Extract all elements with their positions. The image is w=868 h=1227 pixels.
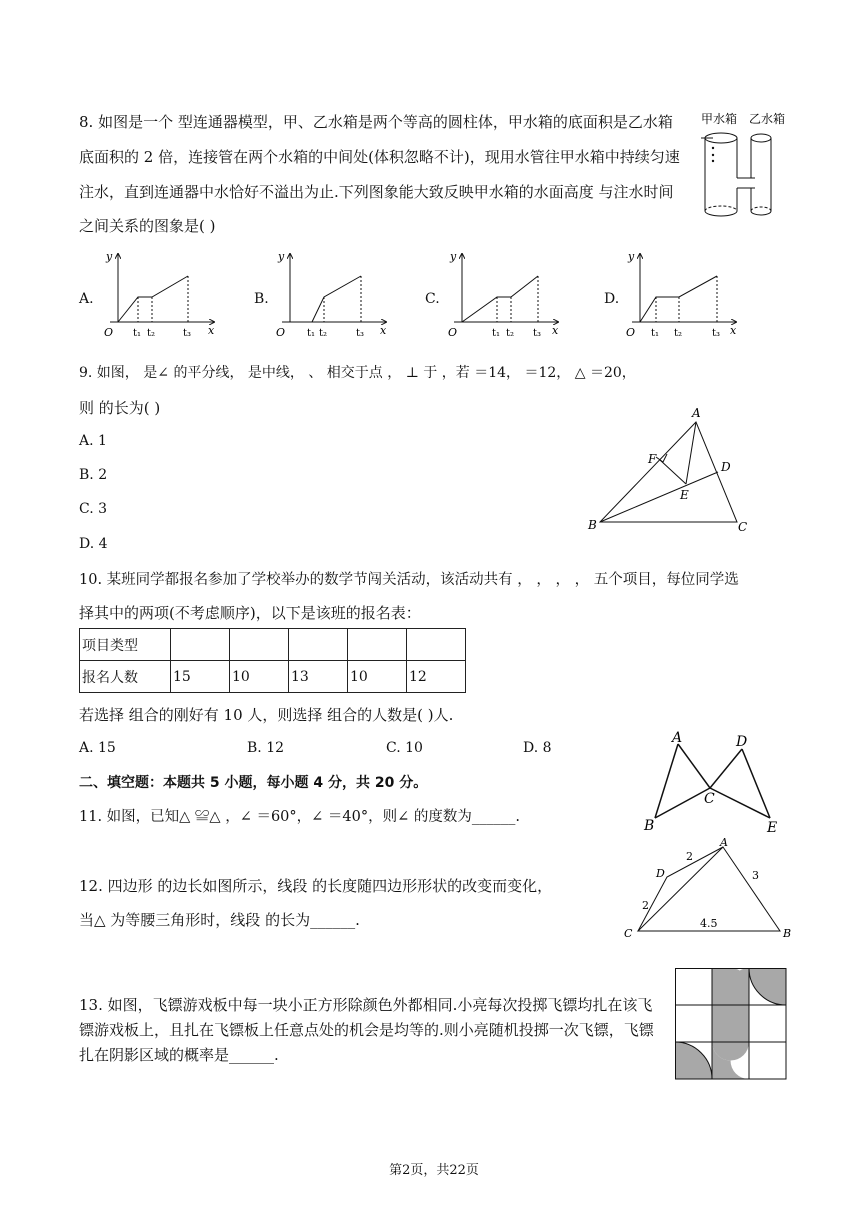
q10-option-a: A. 15 [79, 740, 116, 756]
q8-graph-c [440, 248, 570, 343]
table-cell: 15 [171, 661, 230, 693]
svg-text:t₃: t₃ [183, 328, 192, 339]
q8-graph-b [268, 248, 398, 343]
svg-text:y: y [450, 250, 457, 263]
q8-option-a: A. [79, 291, 94, 307]
svg-text:B: B [644, 818, 655, 834]
q8-option-c: C. [425, 291, 440, 307]
q8-line-4: 之间关系的图象是( ) [79, 217, 216, 235]
q12-figure [620, 835, 800, 943]
table-head-count: 报名人数 [80, 661, 171, 693]
svg-text:E: E [767, 820, 778, 836]
svg-text:B: B [783, 927, 792, 940]
svg-text:t₃: t₃ [712, 328, 721, 339]
table-cell: 10 [348, 661, 407, 693]
section-heading-fill-in: 二、填空题：本题共 5 小题，每小题 4 分，共 20 分。 [79, 775, 428, 791]
q9-option-c: C. 3 [79, 501, 108, 517]
svg-text:B: B [588, 518, 597, 532]
svg-text:C: C [624, 927, 633, 940]
svg-text:A: A [672, 730, 683, 746]
q13-line-2: 镖游戏板上，且扎在飞镖板上任意点处的机会是均等的.则小亮随机投掷一次飞镖，飞镖 [79, 1021, 654, 1039]
table-cell: 12 [407, 661, 466, 693]
svg-text:D: D [656, 867, 665, 880]
table-cell: 13 [289, 661, 348, 693]
svg-text:A: A [720, 836, 728, 849]
svg-text:t₃: t₃ [533, 328, 542, 339]
svg-text:t₁: t₁ [651, 328, 660, 339]
q9-triangle-figure [582, 400, 762, 540]
q8-option-d: D. [604, 291, 620, 307]
q10-line-1: 10. 某班同学都报名参加了学校举办的数学节闯关活动，该活动共有 ， ， ， ， 五个项目，每位同学选 [79, 572, 739, 588]
svg-text:E: E [680, 488, 689, 502]
svg-text:C: C [738, 520, 748, 534]
svg-text:t₁: t₁ [133, 328, 142, 339]
svg-text:3: 3 [752, 869, 759, 882]
tank-label-yi: 乙水箱 [749, 112, 786, 126]
svg-text:t₂: t₂ [674, 328, 683, 339]
svg-text:O: O [276, 326, 286, 339]
q8-line-1: 8. 如图是一个 型连通器模型，甲、乙水箱是两个等高的圆柱体，甲水箱的底面积是乙水箱 [79, 113, 673, 131]
page-footer: 第2页，共22页 [389, 1163, 479, 1178]
q9-option-b: B. 2 [79, 467, 108, 483]
svg-text:2: 2 [642, 899, 649, 912]
registration-table [79, 628, 466, 693]
q8-graph-d [618, 248, 748, 343]
svg-text:t₁: t₁ [307, 328, 316, 339]
q9-line-1: 9. 如图， 是∠ 的平分线， 是中线， 、 相交于点 ， ⊥ 于 ，若 ＝14， ＝12， △ ＝20， [79, 365, 636, 381]
q13-line-3: 扎在阴影区域的概率是______. [79, 1046, 279, 1064]
table-cell [171, 629, 230, 661]
table-cell [407, 629, 466, 661]
svg-text:D: D [736, 734, 748, 750]
svg-text:t₁: t₁ [492, 328, 501, 339]
table-cell [289, 629, 348, 661]
q9-option-a: A. 1 [79, 433, 107, 449]
q12-line-1: 12. 四边形 的边长如图所示，线段 的长度随四边形形状的改变而变化， [79, 877, 553, 895]
q12-line-2: 当△ 为等腰三角形时，线段 的长为______. [79, 911, 360, 929]
q8-line-3: 注水，直到连通器中水恰好不溢出为止.下列图象能大致反映甲水箱的水面高度 与注水时间 [79, 183, 674, 201]
svg-text:x: x [730, 324, 737, 337]
svg-text:C: C [704, 791, 715, 807]
svg-text:O: O [104, 326, 114, 339]
svg-text:t₃: t₃ [356, 328, 365, 339]
table-row [80, 661, 466, 693]
svg-text:y: y [628, 250, 635, 263]
svg-text:O: O [626, 326, 636, 339]
q10-option-b: B. 12 [247, 740, 285, 756]
q9-line-2: 则 的长为( ) [79, 399, 161, 417]
tank-label-jia: 甲水箱 [701, 112, 738, 126]
table-row [80, 629, 466, 661]
table-cell: 10 [230, 661, 289, 693]
table-cell [348, 629, 407, 661]
q8-tank-figure [697, 108, 797, 230]
svg-text:4.5: 4.5 [700, 917, 718, 930]
q11-figure [640, 730, 790, 840]
table-head-type: 项目类型 [80, 629, 171, 661]
svg-text:F: F [648, 452, 657, 466]
svg-text:x: x [380, 324, 387, 337]
q10-option-c: C. 10 [386, 740, 423, 756]
svg-text:O: O [448, 326, 458, 339]
svg-text:t₂: t₂ [319, 328, 328, 339]
svg-text:2: 2 [686, 850, 693, 863]
svg-text:y: y [278, 250, 285, 263]
q10-after-text: 若选择 组合的刚好有 10 人，则选择 组合的人数是( )人. [79, 706, 454, 724]
svg-text:D: D [721, 460, 731, 474]
q10-option-d: D. 8 [523, 740, 552, 756]
q9-option-d: D. 4 [79, 536, 108, 552]
svg-text:t₂: t₂ [506, 328, 515, 339]
svg-text:y: y [106, 250, 113, 263]
q13-line-1: 13. 如图，飞镖游戏板中每一块小正方形除颜色外都相同.小亮每次投掷飞镖均扎在该飞 [79, 996, 653, 1014]
svg-text:x: x [208, 324, 215, 337]
svg-text:x: x [552, 324, 559, 337]
q13-dartboard-figure [675, 968, 787, 1080]
table-cell [230, 629, 289, 661]
q8-line-2: 底面积的 2 倍，连接管在两个水箱的中间处(体积忽略不计)，现用水管往甲水箱中持续匀速 [79, 148, 680, 166]
q10-line-2: 择其中的两项(不考虑顺序)，以下是该班的报名表： [79, 604, 421, 622]
q8-graph-a [96, 248, 226, 343]
svg-text:A: A [692, 406, 701, 420]
q8-option-b: B. [254, 291, 269, 307]
svg-text:t₂: t₂ [147, 328, 156, 339]
q11-line: 11. 如图，已知△ ≌△ ，∠ ＝60°，∠ ＝40°，则∠ 的度数为______. [79, 809, 520, 825]
